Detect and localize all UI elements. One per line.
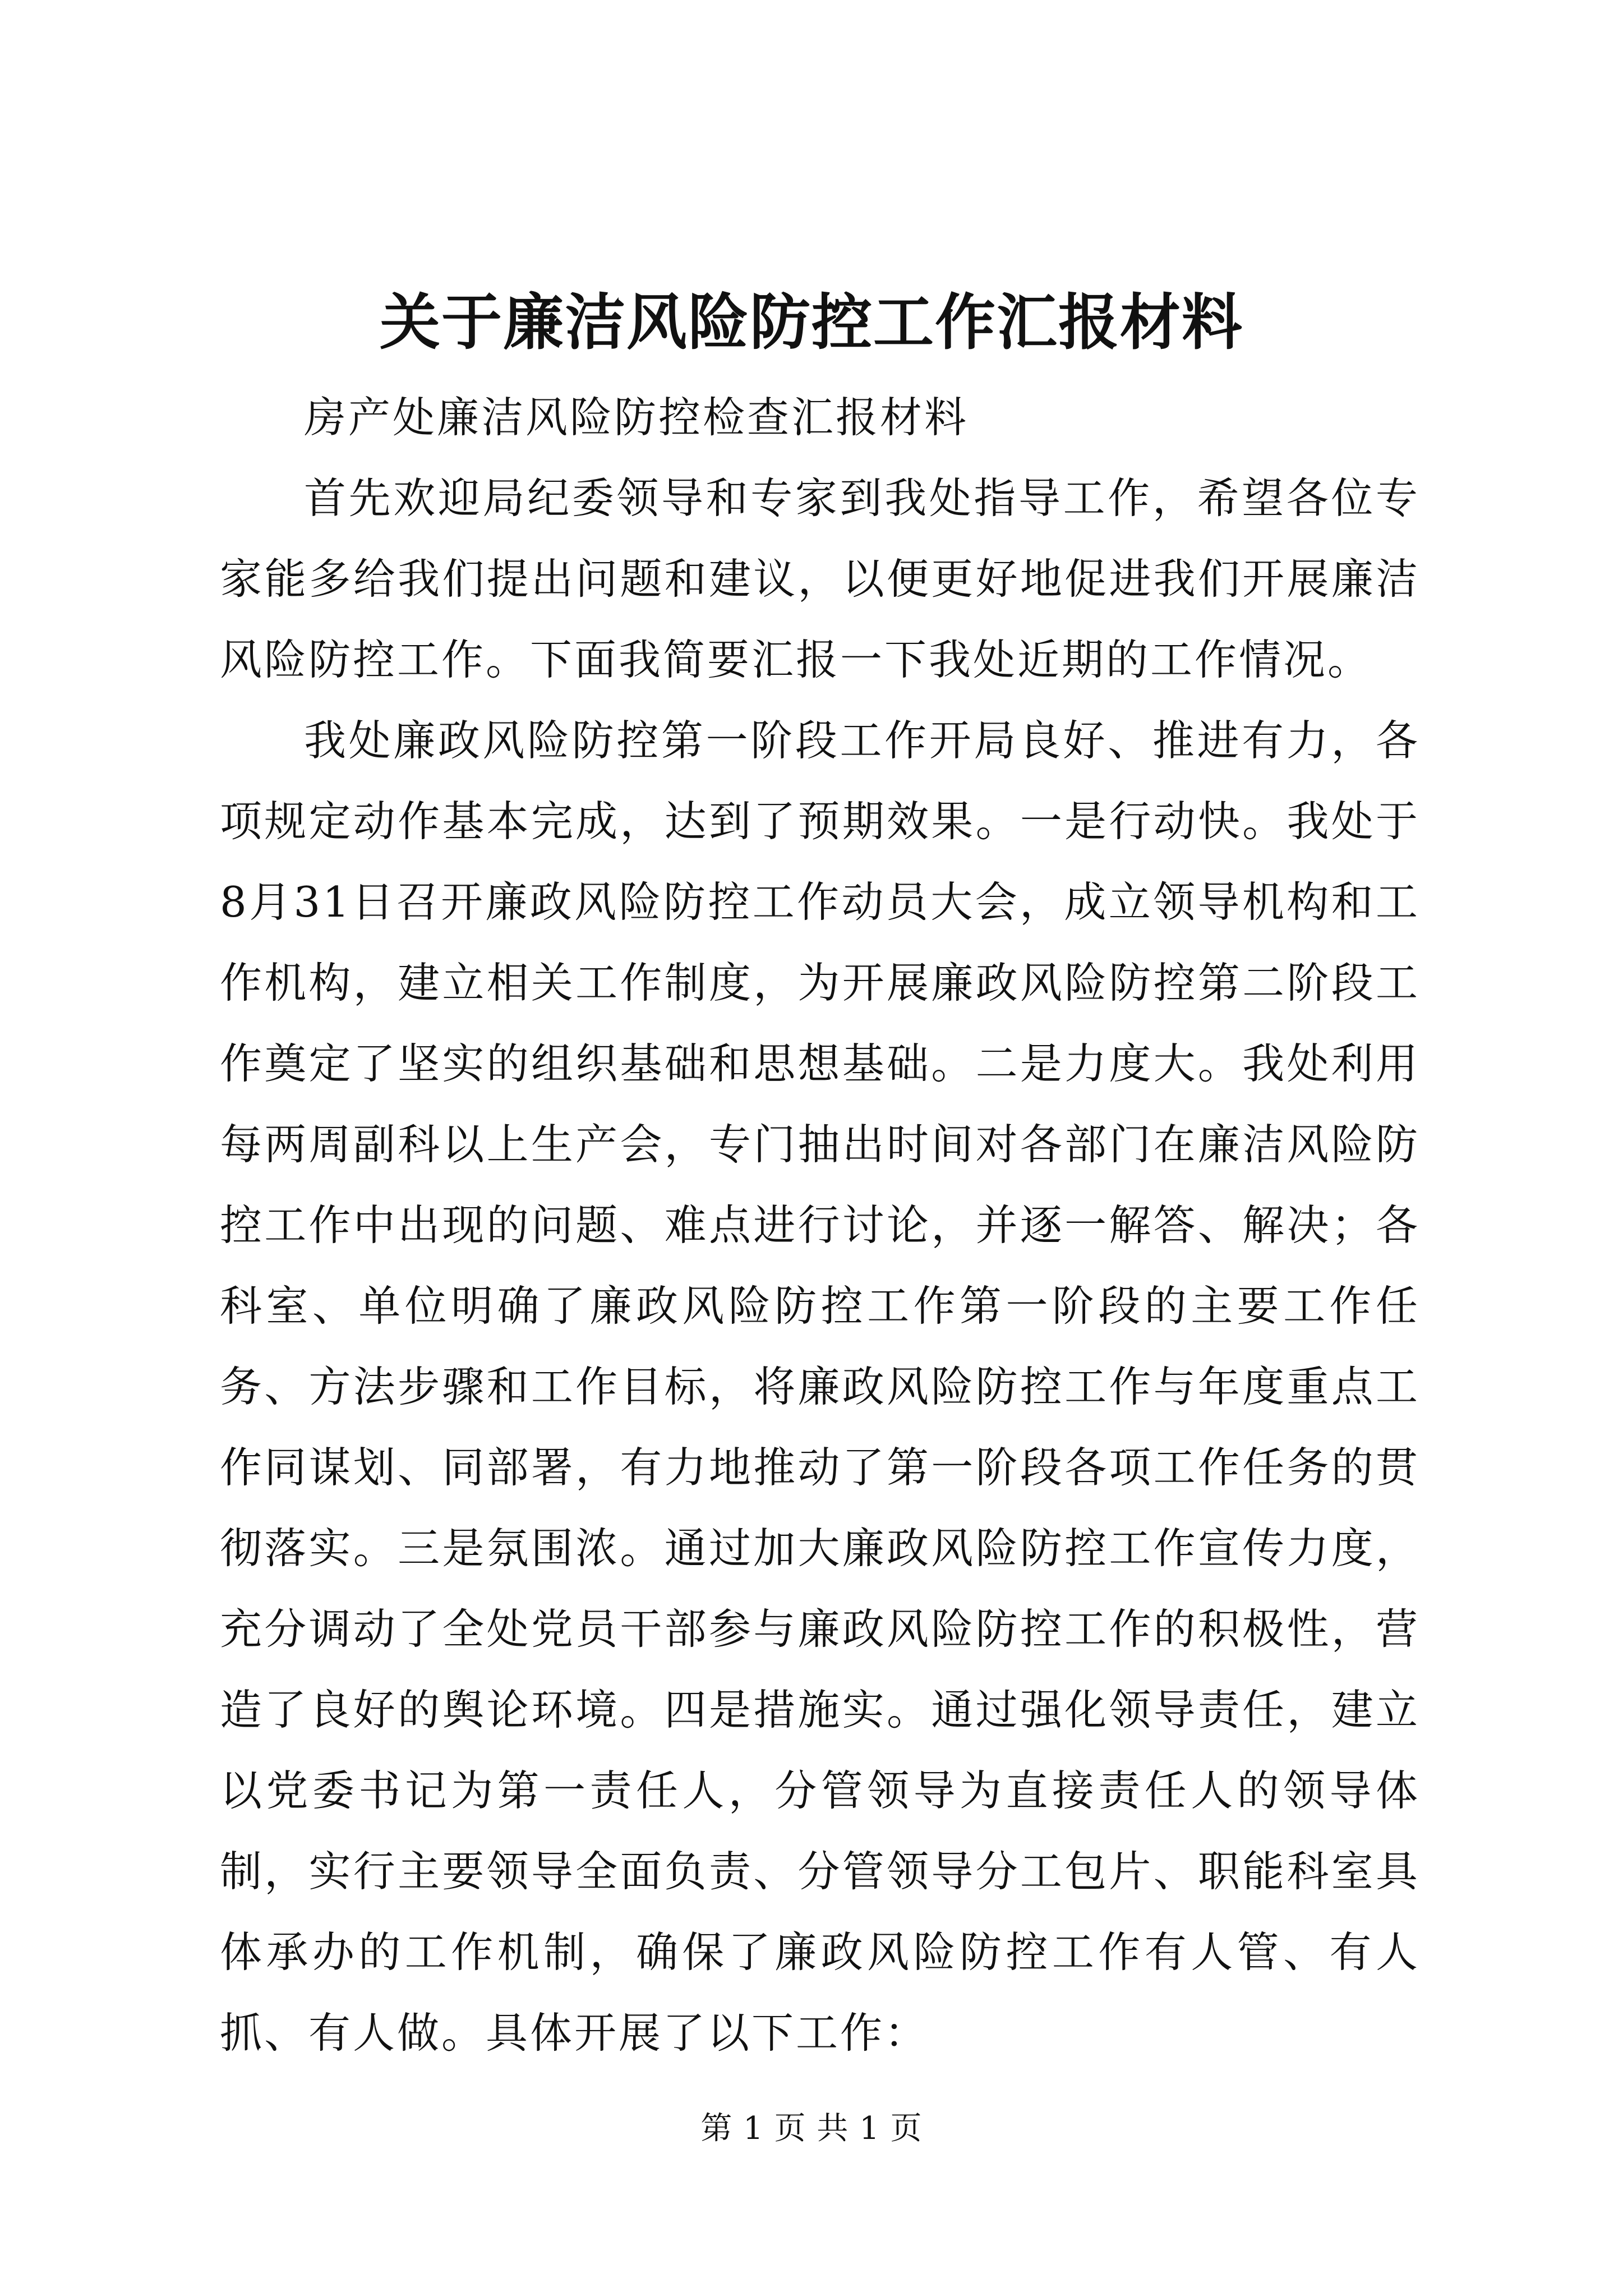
paragraph-intro: 首先欢迎局纪委领导和专家到我处指导工作，希望各位专家能多给我们提出问题和建议，以便更好地促进我们开展廉洁风险防控工作。下面我简要汇报一下我处近期的工作情况。: [220, 473, 1420, 684]
page-footer: 第 1 页 共 1 页: [700, 2110, 923, 2147]
document-body: [220, 377, 1420, 2073]
paragraph-subtitle: 房产处廉洁风险防控检查汇报材料: [304, 393, 969, 442]
document-title: 关于廉洁风险防控工作汇报材料: [379, 287, 1243, 358]
paragraph-main: 我处廉政风险防控第一阶段工作开局良好、推进有力，各项规定动作基本完成，达到了预期效果。一是行动快。我处于8月31日召开廉政风险防控工作动员大会，成立领导机构和工作机构，建立相关工作制度，为开展廉政风险防控第二阶段工作奠定了坚实的组织基础和思想基础。二是力度大。我处利用每两周副科以上生产会，专门抽出时间对各部门在廉洁风险防控工作中出现的问题、难点进行讨论，并逐一解答、解决；各科室、单位明确了廉政风险防控工作第一阶段的主要工作任务、方法步骤和工作目标，将廉政风险防控工作与年度重点工作同谋划、同部署，有力地推动了第一阶段各项工作任务的贯彻落实。三是氛围浓。通过加大廉政风险防控工作宣传力度，充分调动了全处党员干部参与廉政风险防控工作的积极性，营造了良好的舆论环境。四是措施实。通过强化领导责任，建立以党委书记为第一责任人，分管领导为直接责任人的领导体制，实行主要领导全面负责、分管领导分工包片、职能科室具体承办的工作机制，确保了廉政风险防控工作有人管、有人抓、有人做。具体开展了以下工作：: [220, 716, 1420, 2058]
